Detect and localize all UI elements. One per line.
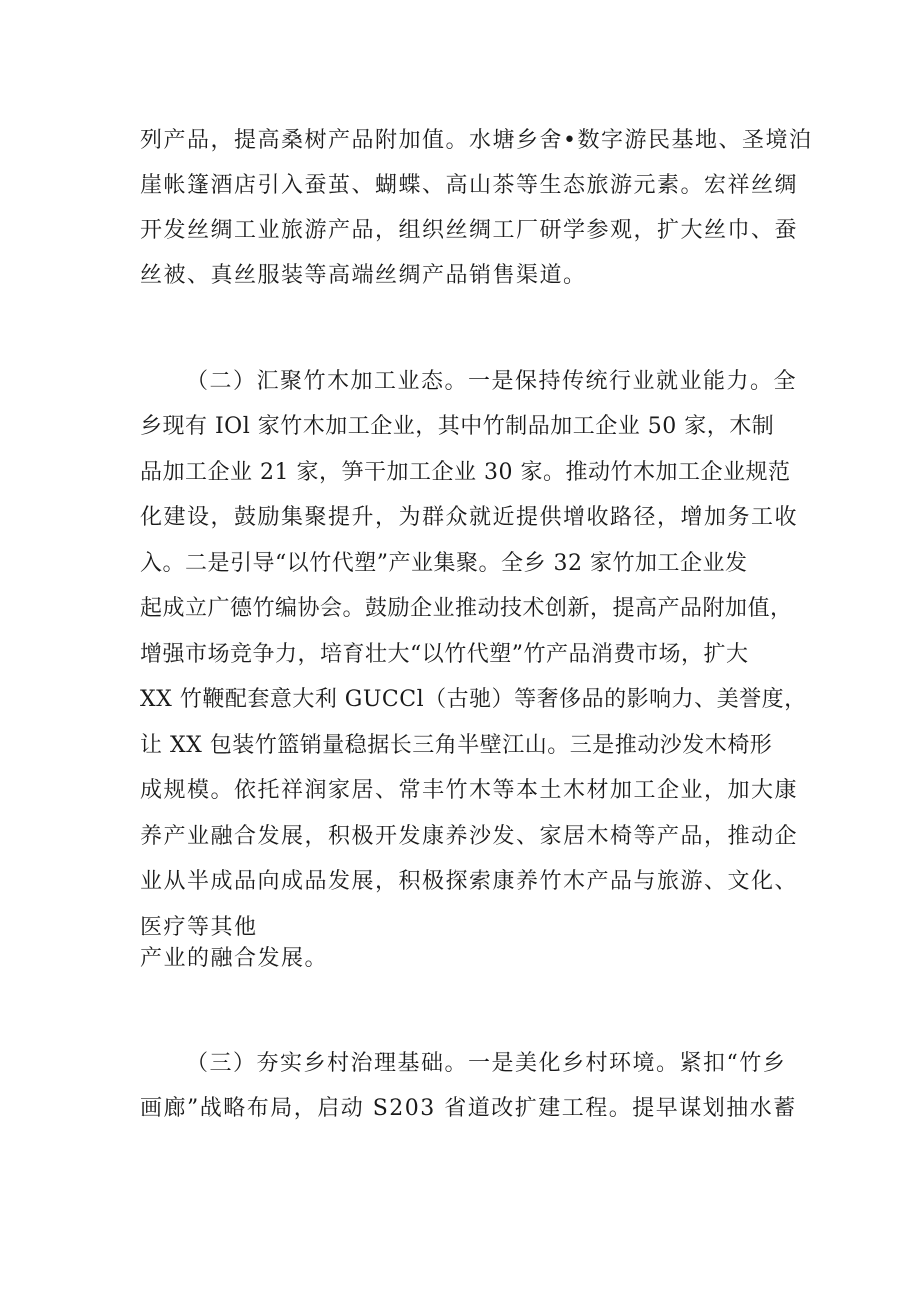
paragraph-line: 化建设，鼓励集聚提升，为群众就近提供增收路径，增加务工收 xyxy=(140,505,799,530)
paragraph-line: 养产业融合发展，积极开发康养沙发、家居木椅等产品，推动企 xyxy=(140,824,799,849)
paragraph-line: （三）夯实乡村治理基础。一是美化乡村环境。紧扣“竹乡 xyxy=(186,1051,787,1076)
paragraph-line: 起成立广德竹编协会。鼓励企业推动技术创新，提高产品附加值， xyxy=(140,596,793,621)
paragraph-line: 丝被、真丝服装等高端丝绸产品销售渠道。 xyxy=(140,263,587,288)
paragraph-line: 品加工企业 21 家，笋干加工企业 30 家。推动竹木加工企业规范 xyxy=(140,460,791,485)
paragraph-line: 入。二是引导“以竹代塑”产业集聚。全乡 32 家竹加工企业发 xyxy=(140,551,748,576)
paragraph-line: 乡现有 IOl 家竹木加工企业，其中竹制品加工企业 50 家，木制 xyxy=(140,414,775,439)
paragraph-line: 崖帐篷酒店引入蚕茧、蝴蝶、高山茶等生态旅游元素。宏祥丝绸 xyxy=(140,173,799,198)
paragraph-line: 列产品，提高桑树产品附加值。水塘乡舍•数字游民基地、圣境泊 xyxy=(140,128,813,153)
paragraph-line: 成规模。依托祥润家居、常丰竹木等本土木材加工企业，加大康 xyxy=(140,778,799,803)
paragraph-line: XX 竹鞭配套意大利 GUCCl（古驰）等奢侈品的影响力、美誉度， xyxy=(140,687,807,712)
paragraph-line: 增强市场竞争力，培育壮大“以竹代塑”竹产品消费市场，扩大 xyxy=(140,642,749,667)
paragraph-line: 让 XX 包装竹篮销量稳据长三角半壁江山。三是推动沙发木椅形 xyxy=(140,733,773,758)
paragraph-line: 画廊”战略布局，启动 S203 省道改扩建工程。提早谋划抽水蓄 xyxy=(140,1096,797,1121)
paragraph-line: （二）汇聚竹木加工业态。一是保持传统行业就业能力。全 xyxy=(186,369,798,394)
paragraph-line: 开发丝绸工业旅游产品，组织丝绸工厂研学参观，扩大丝巾、蚕 xyxy=(140,218,799,243)
paragraph-line: 业从半成品向成品发展，积极探索康养竹木产品与旅游、文化、 xyxy=(140,869,799,894)
paragraph-line: 医疗等其他 xyxy=(140,915,258,940)
paragraph-line: 产业的融合发展。 xyxy=(140,946,329,971)
